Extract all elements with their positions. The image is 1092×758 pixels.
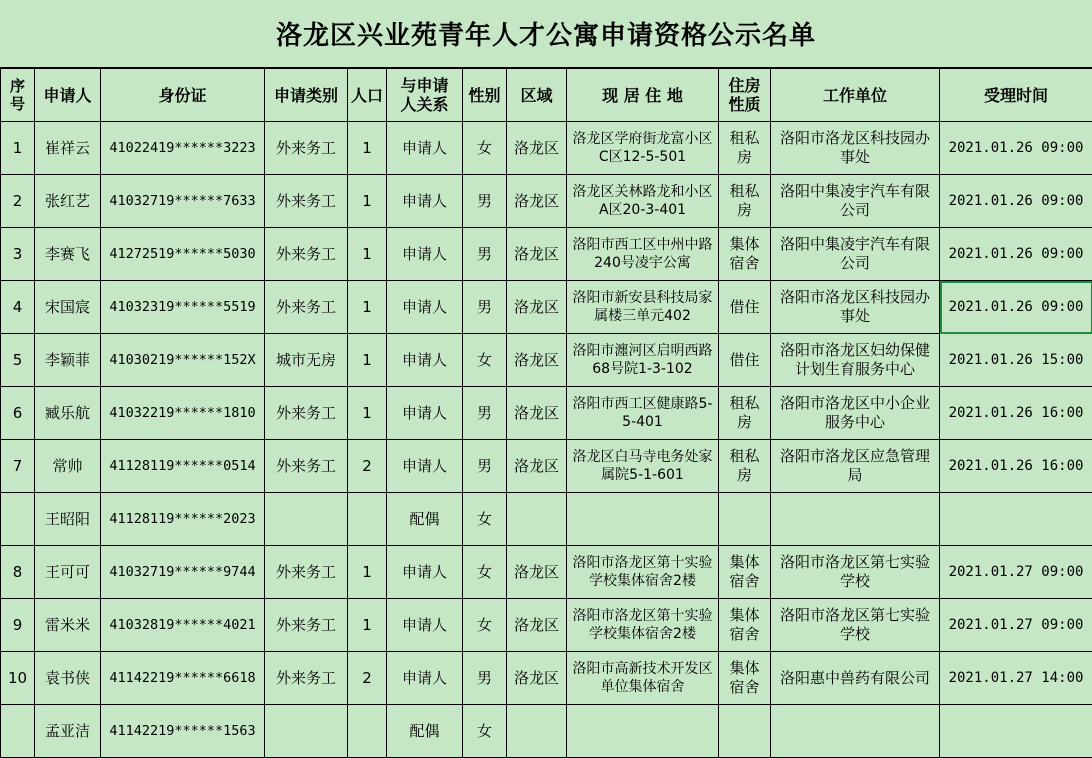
cell-area[interactable]: 洛龙区 <box>507 546 567 599</box>
header-population[interactable]: 人口 <box>348 69 387 122</box>
cell-category[interactable] <box>265 493 348 546</box>
cell-relation[interactable]: 申请人 <box>387 175 463 228</box>
cell-no[interactable]: 4 <box>1 281 35 334</box>
cell-address[interactable] <box>567 493 719 546</box>
cell-population[interactable]: 1 <box>348 175 387 228</box>
cell-applicant[interactable]: 孟亚洁 <box>35 705 101 758</box>
cell-employer[interactable]: 洛阳中集凌宇汽车有限公司 <box>771 175 940 228</box>
cell-area[interactable] <box>507 493 567 546</box>
header-employer[interactable]: 工作单位 <box>771 69 940 122</box>
cell-population[interactable]: 1 <box>348 387 387 440</box>
cell-id-card[interactable]: 41032719******9744 <box>101 546 265 599</box>
cell-employer[interactable]: 洛阳中集凌宇汽车有限公司 <box>771 228 940 281</box>
cell-population[interactable] <box>348 493 387 546</box>
cell-area[interactable]: 洛龙区 <box>507 281 567 334</box>
cell-relation[interactable]: 申请人 <box>387 599 463 652</box>
cell-category[interactable]: 外来务工 <box>265 228 348 281</box>
header-address[interactable]: 现 居 住 地 <box>567 69 719 122</box>
cell-id-card[interactable]: 41032819******4021 <box>101 599 265 652</box>
cell-housing[interactable]: 集体宿舍 <box>719 228 771 281</box>
cell-gender[interactable]: 女 <box>463 493 507 546</box>
cell-address[interactable]: 洛阳市新安县科技局家属楼三单元402 <box>567 281 719 334</box>
cell-applicant[interactable]: 李颖菲 <box>35 334 101 387</box>
cell-relation[interactable]: 申请人 <box>387 334 463 387</box>
cell-relation[interactable]: 申请人 <box>387 387 463 440</box>
cell-relation[interactable]: 申请人 <box>387 652 463 705</box>
cell-population[interactable]: 1 <box>348 122 387 175</box>
cell-gender[interactable]: 男 <box>463 228 507 281</box>
applicant-table <box>0 68 1092 758</box>
cell-no[interactable]: 3 <box>1 228 35 281</box>
cell-applicant[interactable]: 张红艺 <box>35 175 101 228</box>
table-row <box>1 705 1092 758</box>
cell-time[interactable]: 2021.01.26 16:00 <box>940 440 1092 493</box>
cell-housing[interactable]: 集体宿舍 <box>719 652 771 705</box>
cell-area[interactable]: 洛龙区 <box>507 122 567 175</box>
cell-time[interactable]: 2021.01.26 09:00 <box>940 281 1092 334</box>
cell-employer[interactable]: 洛阳市洛龙区科技园办事处 <box>771 281 940 334</box>
cell-employer[interactable] <box>771 493 940 546</box>
cell-category[interactable]: 外来务工 <box>265 122 348 175</box>
cell-housing[interactable]: 租私房 <box>719 440 771 493</box>
cell-address[interactable] <box>567 705 719 758</box>
cell-population[interactable]: 1 <box>348 334 387 387</box>
cell-housing[interactable]: 借住 <box>719 334 771 387</box>
table-row <box>1 122 1092 175</box>
cell-id-card[interactable]: 41032719******7633 <box>101 175 265 228</box>
cell-address[interactable]: 洛阳市洛龙区第十实验学校集体宿舍2楼 <box>567 546 719 599</box>
cell-relation[interactable]: 申请人 <box>387 281 463 334</box>
cell-gender[interactable]: 女 <box>463 705 507 758</box>
cell-relation[interactable]: 配偶 <box>387 705 463 758</box>
cell-area[interactable]: 洛龙区 <box>507 440 567 493</box>
cell-time[interactable]: 2021.01.26 15:00 <box>940 334 1092 387</box>
cell-housing[interactable] <box>719 493 771 546</box>
cell-applicant[interactable]: 李赛飞 <box>35 228 101 281</box>
header-gender[interactable]: 性别 <box>463 69 507 122</box>
cell-address[interactable]: 洛阳市西工区中州中路240号凌宇公寓 <box>567 228 719 281</box>
cell-no[interactable]: 10 <box>1 652 35 705</box>
table-row <box>1 546 1092 599</box>
cell-time[interactable]: 2021.01.26 09:00 <box>940 175 1092 228</box>
cell-housing[interactable]: 租私房 <box>719 122 771 175</box>
cell-gender[interactable]: 男 <box>463 440 507 493</box>
table-row <box>1 387 1092 440</box>
cell-employer[interactable] <box>771 705 940 758</box>
cell-time[interactable]: 2021.01.27 14:00 <box>940 652 1092 705</box>
table-row <box>1 334 1092 387</box>
cell-address[interactable]: 洛龙区关林路龙和小区A区20-3-401 <box>567 175 719 228</box>
cell-category[interactable]: 城市无房 <box>265 334 348 387</box>
cell-applicant[interactable]: 王昭阳 <box>35 493 101 546</box>
cell-applicant[interactable]: 王可可 <box>35 546 101 599</box>
cell-no[interactable]: 9 <box>1 599 35 652</box>
header-id-card[interactable]: 身份证 <box>101 69 265 122</box>
cell-id-card[interactable]: 41128119******0514 <box>101 440 265 493</box>
cell-population[interactable]: 1 <box>348 599 387 652</box>
cell-population[interactable]: 2 <box>348 440 387 493</box>
cell-id-card[interactable]: 41032219******1810 <box>101 387 265 440</box>
cell-no[interactable]: 2 <box>1 175 35 228</box>
cell-id-card[interactable]: 41272519******5030 <box>101 228 265 281</box>
table-row <box>1 599 1092 652</box>
cell-time[interactable]: 2021.01.27 09:00 <box>940 599 1092 652</box>
cell-housing[interactable]: 集体宿舍 <box>719 546 771 599</box>
cell-employer[interactable]: 洛阳市洛龙区中小企业服务中心 <box>771 387 940 440</box>
cell-area[interactable] <box>507 705 567 758</box>
header-no[interactable]: 序号 <box>1 69 35 122</box>
cell-time[interactable] <box>940 493 1092 546</box>
header-applicant[interactable]: 申请人 <box>35 69 101 122</box>
cell-category[interactable] <box>265 705 348 758</box>
cell-id-card[interactable]: 41142219******1563 <box>101 705 265 758</box>
cell-category[interactable]: 外来务工 <box>265 546 348 599</box>
header-housing[interactable]: 住房性质 <box>719 69 771 122</box>
cell-no[interactable]: 5 <box>1 334 35 387</box>
cell-population[interactable]: 1 <box>348 228 387 281</box>
table-row <box>1 440 1092 493</box>
table-row <box>1 175 1092 228</box>
header-area[interactable]: 区域 <box>507 69 567 122</box>
cell-category[interactable]: 外来务工 <box>265 387 348 440</box>
cell-employer[interactable]: 洛阳市洛龙区第七实验学校 <box>771 546 940 599</box>
cell-housing[interactable]: 租私房 <box>719 175 771 228</box>
cell-employer[interactable]: 洛阳市洛龙区妇幼保健计划生育服务中心 <box>771 334 940 387</box>
cell-relation[interactable]: 申请人 <box>387 122 463 175</box>
cell-id-card[interactable]: 41142219******6618 <box>101 652 265 705</box>
cell-relation[interactable]: 申请人 <box>387 440 463 493</box>
header-row <box>1 69 1092 122</box>
cell-address[interactable]: 洛阳市洛龙区第十实验学校集体宿舍2楼 <box>567 599 719 652</box>
cell-time[interactable]: 2021.01.26 09:00 <box>940 122 1092 175</box>
cell-id-card[interactable]: 41030219******152X <box>101 334 265 387</box>
table-row <box>1 281 1092 334</box>
cell-id-card[interactable]: 41128119******2023 <box>101 493 265 546</box>
cell-no[interactable]: 8 <box>1 546 35 599</box>
cell-area[interactable]: 洛龙区 <box>507 387 567 440</box>
cell-applicant[interactable]: 崔祥云 <box>35 122 101 175</box>
cell-address[interactable]: 洛阳市瀍河区启明西路68号院1-3-102 <box>567 334 719 387</box>
cell-relation[interactable]: 申请人 <box>387 228 463 281</box>
cell-applicant[interactable]: 常帅 <box>35 440 101 493</box>
cell-applicant[interactable]: 雷米米 <box>35 599 101 652</box>
cell-category[interactable]: 外来务工 <box>265 652 348 705</box>
cell-population[interactable]: 1 <box>348 281 387 334</box>
cell-address[interactable]: 洛阳市西工区健康路5-5-401 <box>567 387 719 440</box>
cell-employer[interactable]: 洛阳市洛龙区应急管理局 <box>771 440 940 493</box>
header-category[interactable]: 申请类别 <box>265 69 348 122</box>
cell-category[interactable]: 外来务工 <box>265 440 348 493</box>
cell-employer[interactable]: 洛阳市洛龙区科技园办事处 <box>771 122 940 175</box>
cell-gender[interactable]: 女 <box>463 122 507 175</box>
cell-id-card[interactable]: 41032319******5519 <box>101 281 265 334</box>
cell-time[interactable]: 2021.01.26 09:00 <box>940 228 1092 281</box>
header-relation[interactable]: 与申请人关系 <box>387 69 463 122</box>
cell-area[interactable]: 洛龙区 <box>507 228 567 281</box>
cell-population[interactable] <box>348 705 387 758</box>
cell-time[interactable]: 2021.01.27 09:00 <box>940 546 1092 599</box>
cell-applicant[interactable]: 臧乐航 <box>35 387 101 440</box>
cell-relation[interactable]: 申请人 <box>387 546 463 599</box>
header-time[interactable]: 受理时间 <box>940 69 1092 122</box>
cell-population[interactable]: 2 <box>348 652 387 705</box>
cell-housing[interactable] <box>719 705 771 758</box>
cell-housing[interactable]: 租私房 <box>719 387 771 440</box>
cell-area[interactable]: 洛龙区 <box>507 175 567 228</box>
cell-no[interactable]: 6 <box>1 387 35 440</box>
cell-address[interactable]: 洛阳市高新技术开发区单位集体宿舍 <box>567 652 719 705</box>
cell-area[interactable]: 洛龙区 <box>507 599 567 652</box>
cell-gender[interactable]: 男 <box>463 175 507 228</box>
cell-gender[interactable]: 女 <box>463 334 507 387</box>
cell-area[interactable]: 洛龙区 <box>507 652 567 705</box>
cell-no[interactable] <box>1 493 35 546</box>
cell-no[interactable] <box>1 705 35 758</box>
cell-time[interactable] <box>940 705 1092 758</box>
cell-no[interactable]: 7 <box>1 440 35 493</box>
cell-category[interactable]: 外来务工 <box>265 281 348 334</box>
cell-applicant[interactable]: 宋国宸 <box>35 281 101 334</box>
cell-id-card[interactable]: 41022419******3223 <box>101 122 265 175</box>
cell-gender[interactable]: 男 <box>463 387 507 440</box>
cell-applicant[interactable]: 袁书侠 <box>35 652 101 705</box>
cell-address[interactable]: 洛龙区学府街龙富小区C区12-5-501 <box>567 122 719 175</box>
cell-population[interactable]: 1 <box>348 546 387 599</box>
cell-gender[interactable]: 女 <box>463 599 507 652</box>
cell-gender[interactable]: 男 <box>463 652 507 705</box>
cell-employer[interactable]: 洛阳市洛龙区第七实验学校 <box>771 599 940 652</box>
cell-category[interactable]: 外来务工 <box>265 599 348 652</box>
cell-no[interactable]: 1 <box>1 122 35 175</box>
cell-area[interactable]: 洛龙区 <box>507 334 567 387</box>
cell-time[interactable]: 2021.01.26 16:00 <box>940 387 1092 440</box>
cell-address[interactable]: 洛龙区白马寺电务处家属院5-1-601 <box>567 440 719 493</box>
table-row <box>1 493 1092 546</box>
cell-housing[interactable]: 借住 <box>719 281 771 334</box>
table-row <box>1 652 1092 705</box>
cell-gender[interactable]: 男 <box>463 281 507 334</box>
cell-relation[interactable]: 配偶 <box>387 493 463 546</box>
sheet-title[interactable]: 洛龙区兴业苑青年人才公寓申请资格公示名单 <box>0 0 1092 68</box>
table-row <box>1 228 1092 281</box>
cell-gender[interactable]: 女 <box>463 546 507 599</box>
cell-employer[interactable]: 洛阳惠中兽药有限公司 <box>771 652 940 705</box>
cell-category[interactable]: 外来务工 <box>265 175 348 228</box>
cell-housing[interactable]: 集体宿舍 <box>719 599 771 652</box>
